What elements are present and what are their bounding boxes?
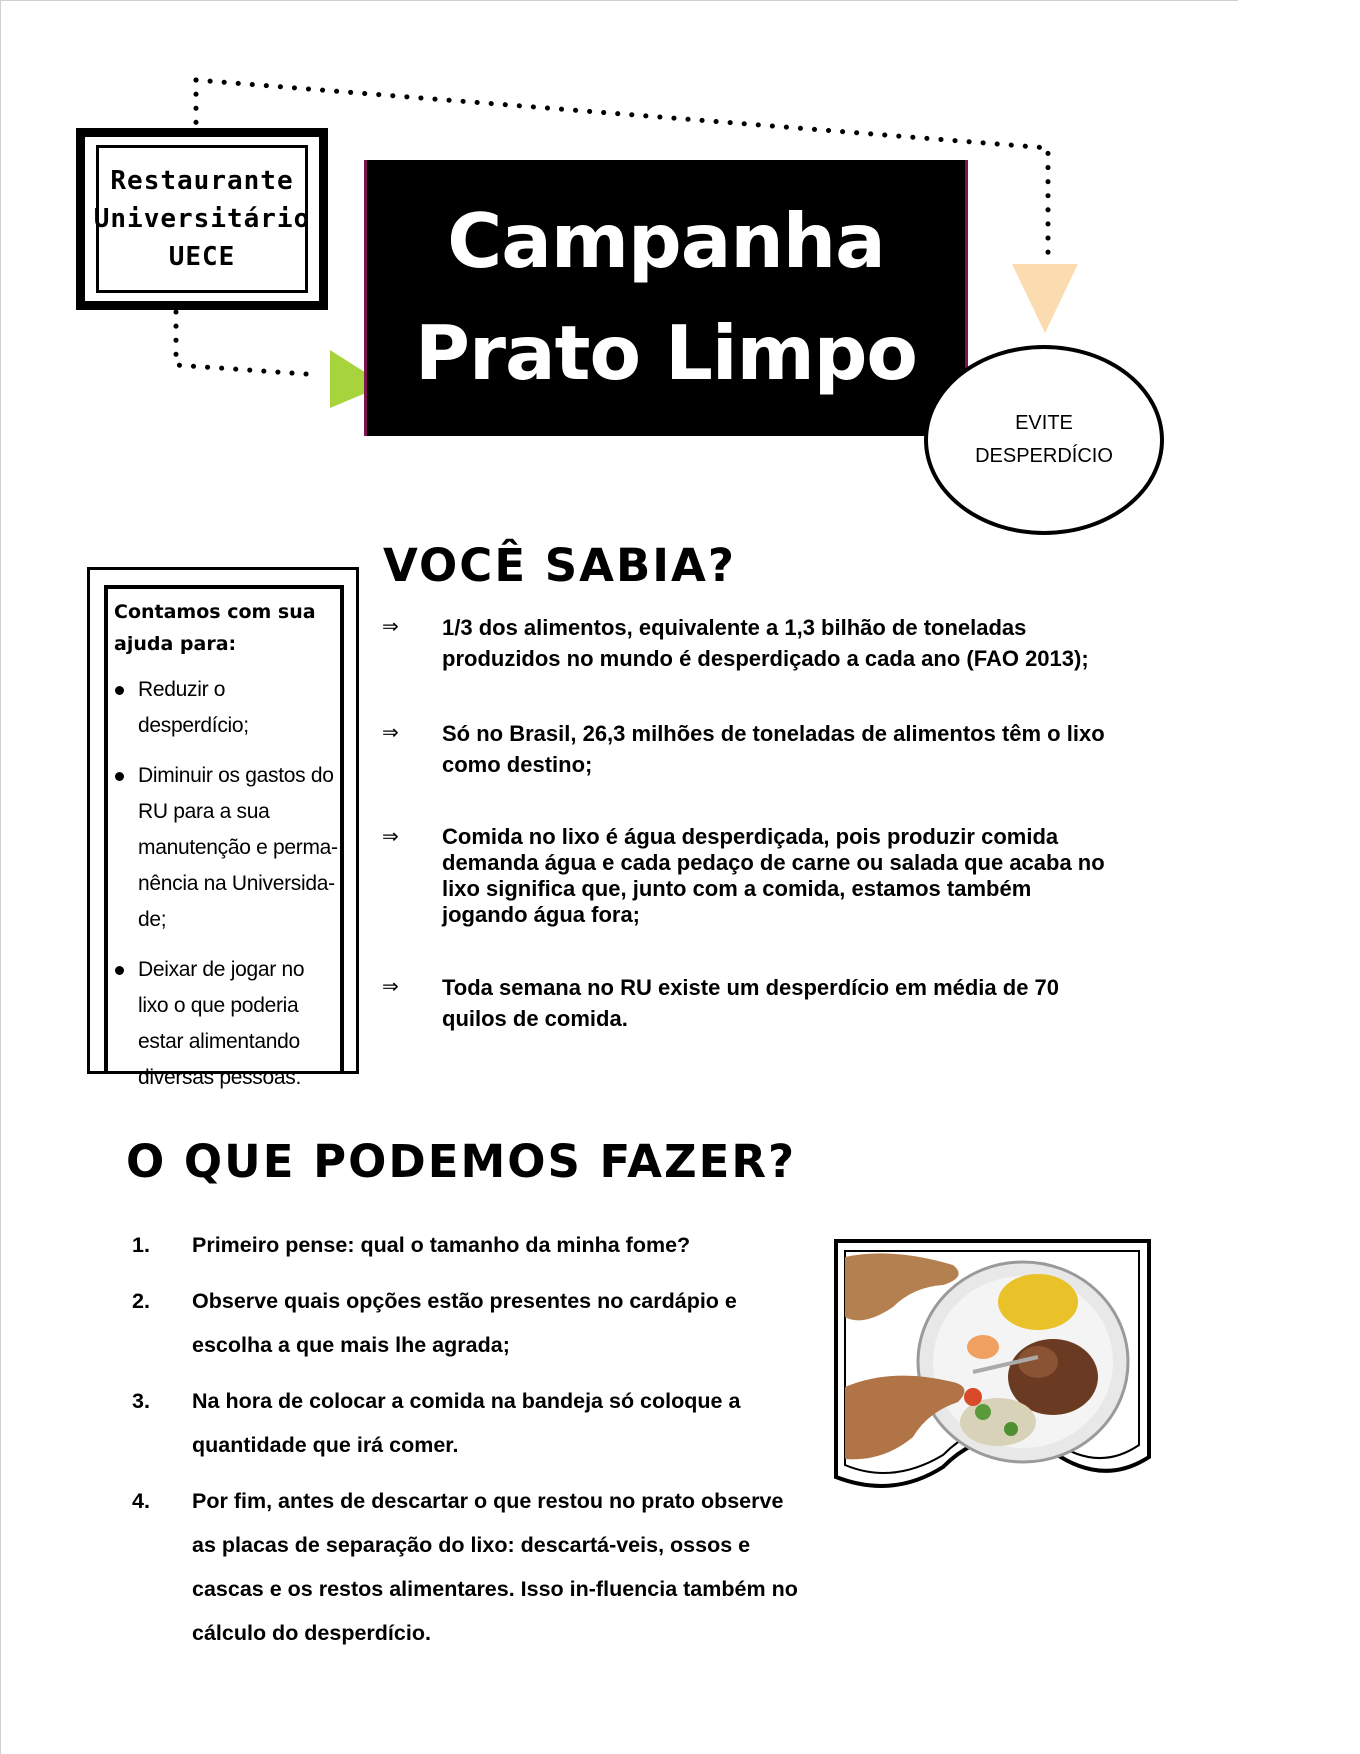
plate-with-leftover-food-photo [833,1237,1153,1499]
step-number: 3. [132,1389,150,1413]
fact-text: 1/3 dos alimentos, equivalente a 1,3 bilhão de toneladas produzidos no mundo é desperdiçado a cada ano (FAO 2013); [442,615,1089,671]
facts-list [382,612,1122,1034]
section-heading-sabia: VOCÊ SABIA? [383,539,736,592]
fact-item [382,972,1122,1034]
help-item [112,672,340,744]
fact-text: Comida no lixo é água desperdiçada, pois produzir comida demanda água e cada pedaço de carne ou salada que acaba no lixo significa que, junto com a comida, estamos também jogando água fora; [442,824,1105,927]
step-item [132,1223,802,1267]
fact-text: Só no Brasil, 26,3 milhões de toneladas de alimentos têm o lixo como destino; [442,721,1105,777]
step-item [132,1479,802,1655]
step-text: Observe quais opções estão presentes no cardápio e escolha a que mais lhe agrada; [192,1289,737,1357]
step-text: Por fim, antes de descartar o que restou no prato observe as placas de separação do lixo: descartá-veis, ossos e cascas e os restos alimentares. Isso in-fluencia também no cálculo do desperdício. [192,1489,798,1645]
fact-text: Toda semana no RU existe um desperdício em média de 70 quilos de comida. [442,975,1060,1031]
fact-item [382,612,1122,674]
campaign-title [364,185,968,409]
step-number: 4. [132,1489,150,1513]
restaurant-label: Restaurante Universitário UECE [93,166,311,272]
help-item-text: Diminuir os gastos do RU para a sua manutenção e perma-nência na Universida-de; [138,764,338,931]
fact-item [382,718,1122,780]
bullet-icon [115,686,124,695]
help-box-intro: Contamos com sua ajuda para: [114,601,316,655]
step-text: Primeiro pense: qual o tamanho da minha fome? [192,1233,691,1257]
arrow-right-icon: ⇒ [382,976,399,998]
avoid-waste-badge [924,345,1164,535]
title-line-2: Prato Limpo [415,309,917,397]
step-text: Na hora de colocar a comida na bandeja só coloque a quantidade que irá comer. [192,1389,741,1457]
arrow-right-icon: ⇒ [382,826,399,848]
help-list [112,672,340,1110]
help-item-text: Deixar de jogar no lixo o que poderia estar alimentando diversas pessoas. [138,958,305,1089]
help-item [112,952,340,1096]
step-item [132,1379,802,1467]
step-item [132,1279,802,1367]
bullet-icon [115,772,124,781]
dotted-line-left-bottom [176,312,320,375]
help-item [112,758,340,938]
step-number: 1. [132,1233,150,1257]
arrow-right-icon: ⇒ [382,722,399,744]
restaurant-label-box [93,145,311,293]
peach-arrow-icon [1012,264,1078,333]
steps-list [132,1223,802,1667]
bullet-icon [115,966,124,975]
title-line-1: Campanha [447,197,885,285]
step-number: 2. [132,1289,150,1313]
arrow-right-icon: ⇒ [382,616,399,638]
section-heading-fazer: O QUE PODEMOS FAZER? [126,1135,797,1188]
fact-item [382,824,1122,928]
badge-text: EVITE DESPERDÍCIO [975,412,1113,467]
help-item-text: Reduzir o desperdício; [138,678,249,737]
